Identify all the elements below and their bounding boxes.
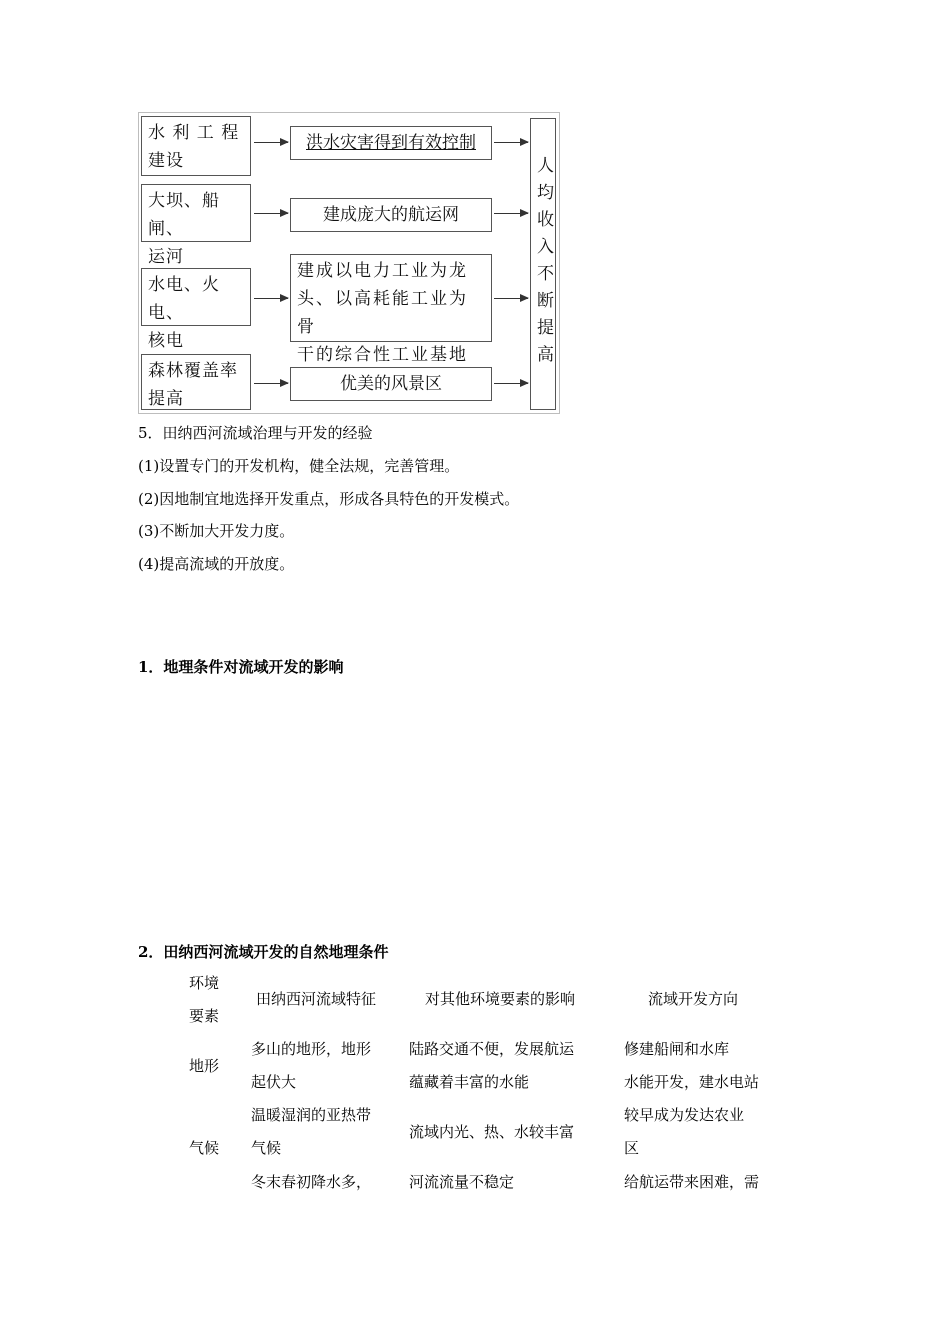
arrow-icon bbox=[494, 298, 528, 299]
arrow-icon bbox=[494, 213, 528, 214]
experience-item: (2)因地制宜地选择开发重点，形成各具特色的开发模式。 bbox=[138, 490, 520, 508]
arrow-icon bbox=[494, 142, 528, 143]
table-cell-direction: 区 bbox=[624, 1139, 640, 1157]
table-cell-feature: 温暖湿润的亚热带 bbox=[251, 1106, 372, 1124]
experience-item: (4)提高流域的开放度。 bbox=[138, 555, 295, 573]
factor-box-power bbox=[141, 268, 251, 351]
result-box-scenic-area bbox=[290, 367, 492, 401]
result-box-flood-control bbox=[290, 126, 492, 160]
table-cell-feature: 起伏大 bbox=[251, 1073, 297, 1091]
table-header-cell: 流域开发方向 bbox=[648, 990, 739, 1008]
factor-text: 水 利 工 程 bbox=[148, 123, 240, 143]
factor-text: 核电 bbox=[148, 331, 184, 351]
table-header-cell: 田纳西河流域特征 bbox=[256, 990, 377, 1008]
table-header-cell: 环境 bbox=[189, 974, 220, 992]
result-text: 头、以高耗能工业为骨 bbox=[297, 289, 468, 337]
table-cell-direction: 给航运带来困难，需 bbox=[624, 1173, 760, 1191]
experience-item: (3)不断加大开发力度。 bbox=[138, 522, 295, 540]
section-5-heading: 5．田纳西河流域治理与开发的经验 bbox=[138, 424, 373, 442]
heading-natural-conditions: 2．田纳西河流域开发的自然地理条件 bbox=[138, 943, 389, 961]
result-text: 洪水灾害得到有效控制 bbox=[306, 133, 476, 153]
arrow-icon bbox=[254, 213, 288, 214]
result-text: 建成庞大的航运网 bbox=[323, 205, 459, 225]
table-cell-direction: 水能开发，建水电站 bbox=[624, 1073, 760, 1091]
table-cell-impact: 蕴藏着丰富的水能 bbox=[409, 1073, 530, 1091]
factor-text: 森林覆盖率 bbox=[148, 361, 238, 381]
table-cell-feature: 冬末春初降水多， bbox=[251, 1173, 372, 1191]
table-cell-direction: 修建船闸和水库 bbox=[624, 1040, 730, 1058]
table-cell-feature: 气候 bbox=[251, 1139, 282, 1157]
table-cell-impact: 陆路交通不便，发展航运 bbox=[409, 1040, 575, 1058]
arrow-icon bbox=[494, 383, 528, 384]
factor-text: 提高 bbox=[148, 389, 184, 409]
experience-item: (1)设置专门的开发机构，健全法规，完善管理。 bbox=[138, 457, 460, 475]
table-header-cell: 对其他环境要素的影响 bbox=[425, 990, 576, 1008]
factor-box-dams-locks bbox=[141, 184, 251, 267]
result-text: 建成以电力工业为龙 bbox=[297, 261, 468, 281]
factor-text: 水电、火电、 bbox=[148, 275, 220, 323]
factor-text: 建设 bbox=[148, 151, 184, 171]
result-box-shipping-network bbox=[290, 198, 492, 232]
income-text: 人均收入不断提高 bbox=[533, 156, 553, 372]
table-cell-direction: 较早成为发达农业 bbox=[624, 1106, 745, 1124]
table-cell-impact: 流域内光、热、水较丰富 bbox=[409, 1123, 575, 1141]
table-header-cell: 要素 bbox=[189, 1007, 220, 1025]
factor-text: 大坝、船闸、 bbox=[148, 191, 220, 239]
result-text: 优美的风景区 bbox=[340, 374, 442, 394]
table-cell-impact: 河流流量不稳定 bbox=[409, 1173, 515, 1191]
factor-box-forest bbox=[141, 354, 251, 410]
table-cell-factor: 气候 bbox=[189, 1139, 220, 1157]
heading-geographic-conditions: 1．地理条件对流域开发的影响 bbox=[138, 658, 344, 676]
result-text: 干的综合性工业基地 bbox=[297, 345, 468, 365]
factor-text: 运河 bbox=[148, 247, 184, 267]
factor-box-water-conservancy bbox=[141, 116, 251, 176]
table-cell-feature: 多山的地形，地形 bbox=[251, 1040, 372, 1058]
development-flow-diagram bbox=[138, 112, 560, 414]
arrow-icon bbox=[254, 298, 288, 299]
result-box-industrial-base bbox=[290, 254, 492, 365]
arrow-icon bbox=[254, 142, 288, 143]
income-box bbox=[530, 118, 556, 410]
arrow-icon bbox=[254, 383, 288, 384]
table-cell-factor: 地形 bbox=[189, 1057, 220, 1075]
